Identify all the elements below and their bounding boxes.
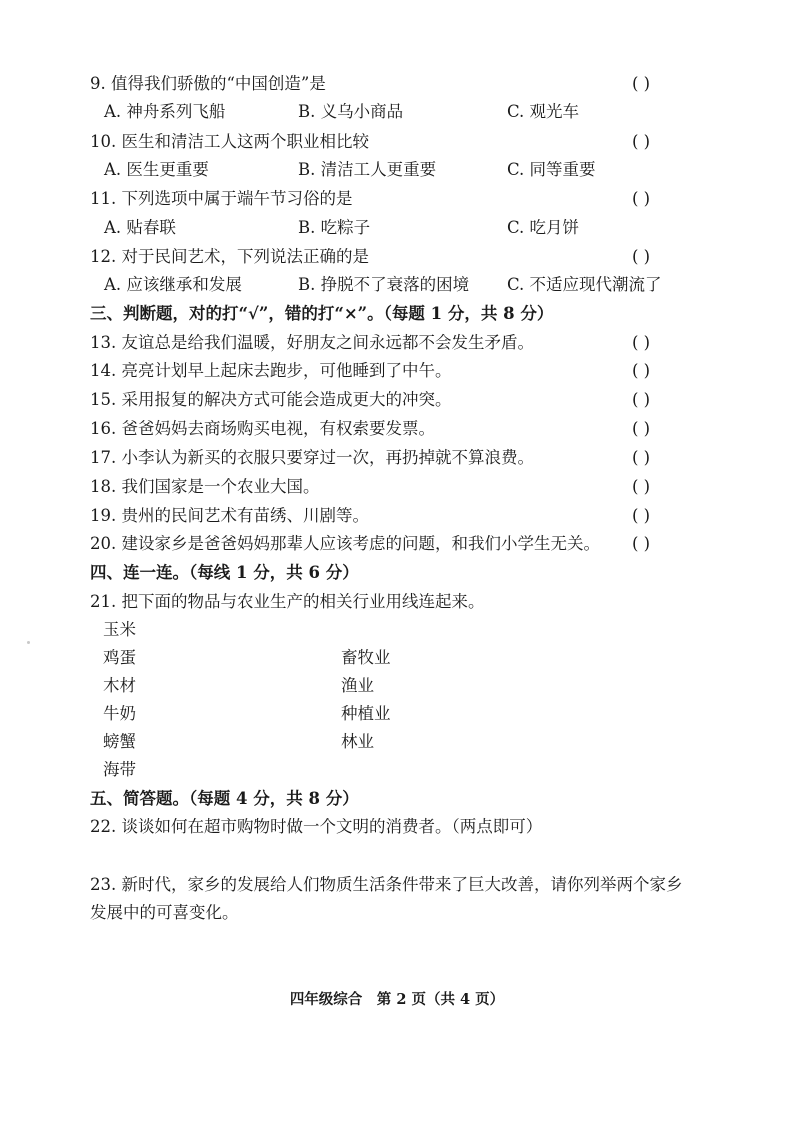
match-row — [0, 617, 794, 643]
answer-paren: ( ) — [632, 390, 651, 409]
question-18 — [0, 474, 794, 500]
question-10 — [0, 129, 794, 155]
question-11-options — [0, 215, 794, 241]
question-12-options — [0, 272, 794, 298]
answer-paren: ( ) — [632, 506, 651, 525]
question-23 — [0, 872, 794, 898]
statement: 13. 友谊总是给我们温暖，好朋友之间永远都不会发生矛盾。 — [90, 333, 534, 352]
match-item-right: 畜牧业 — [341, 648, 391, 667]
statement: 15. 采用报复的解决方式可能会造成更大的冲突。 — [90, 390, 452, 409]
match-row — [0, 701, 794, 727]
answer-paren: ( ) — [632, 189, 651, 208]
question-21 — [0, 589, 794, 615]
question-10-options — [0, 157, 794, 183]
answer-paren: ( ) — [632, 74, 651, 93]
option-b: B. 挣脱不了衰落的困境 — [298, 275, 470, 294]
answer-paren: ( ) — [632, 477, 651, 496]
match-item-right: 种植业 — [341, 704, 391, 723]
question-stem: 22. 谈谈如何在超市购物时做一个文明的消费者。（两点即可） — [90, 817, 543, 836]
question-12 — [0, 244, 794, 270]
match-row — [0, 729, 794, 755]
question-stem: 12. 对于民间艺术，下列说法正确的是 — [90, 247, 369, 266]
section-3-heading — [0, 301, 794, 327]
option-c: C. 吃月饼 — [507, 218, 580, 237]
question-17 — [0, 445, 794, 471]
match-item-left: 海带 — [103, 760, 136, 779]
match-row — [0, 673, 794, 699]
option-b: B. 吃粽子 — [298, 218, 371, 237]
option-a: A. 医生更重要 — [104, 160, 209, 179]
question-14 — [0, 358, 794, 384]
answer-paren: ( ) — [632, 247, 651, 266]
statement: 20. 建设家乡是爸爸妈妈那辈人应该考虑的问题，和我们小学生无关。 — [90, 534, 600, 553]
section-5-heading — [0, 786, 794, 812]
question-11 — [0, 186, 794, 212]
statement: 16. 爸爸妈妈去商场购买电视，有权索要发票。 — [90, 419, 435, 438]
match-item-left: 鸡蛋 — [103, 648, 136, 667]
question-stem: 9. 值得我们骄傲的“中国创造”是 — [90, 74, 326, 93]
option-a: A. 贴春联 — [104, 218, 176, 237]
match-item-left: 螃蟹 — [103, 732, 136, 751]
section-4-heading — [0, 560, 794, 586]
answer-paren: ( ) — [632, 534, 651, 553]
question-stem: 10. 医生和清洁工人这两个职业相比较 — [90, 132, 369, 151]
question-stem: 21. 把下面的物品与农业生产的相关行业用线连起来。 — [90, 592, 485, 611]
option-c: C. 观光车 — [507, 102, 580, 121]
statement: 18. 我们国家是一个农业大国。 — [90, 477, 320, 496]
match-item-left: 玉米 — [103, 620, 136, 639]
answer-paren: ( ) — [632, 419, 651, 438]
match-item-right: 林业 — [341, 732, 374, 751]
question-stem: 11. 下列选项中属于端午节习俗的是 — [90, 189, 353, 208]
answer-paren: ( ) — [632, 361, 651, 380]
question-13 — [0, 330, 794, 356]
page-footer: 四年级综合 第 2 页（共 4 页） — [289, 991, 505, 1008]
match-row — [0, 645, 794, 671]
match-item-left: 木材 — [103, 676, 136, 695]
match-row — [0, 757, 794, 783]
statement: 19. 贵州的民间艺术有苗绣、川剧等。 — [90, 506, 369, 525]
question-19 — [0, 503, 794, 529]
statement: 17. 小李认为新买的衣服只要穿过一次，再扔掉就不算浪费。 — [90, 448, 534, 467]
option-c: C. 不适应现代潮流了 — [507, 275, 662, 294]
question-stem: 发展中的可喜变化。 — [90, 903, 239, 922]
option-a: A. 神舟系列飞船 — [104, 102, 226, 121]
question-stem: 23. 新时代，家乡的发展给人们物质生活条件带来了巨大改善，请你列举两个家乡 — [90, 875, 683, 894]
option-a: A. 应该继承和发展 — [104, 275, 242, 294]
question-22 — [0, 814, 794, 840]
section-title: 三、判断题，对的打“√”，错的打“×”。（每题 1 分，共 8 分） — [90, 304, 554, 323]
question-9 — [0, 71, 794, 97]
section-title: 四、连一连。（每线 1 分，共 6 分） — [90, 563, 359, 582]
answer-paren: ( ) — [632, 333, 651, 352]
match-item-left: 牛奶 — [103, 704, 136, 723]
question-16 — [0, 416, 794, 442]
question-9-options — [0, 99, 794, 125]
answer-paren: ( ) — [632, 448, 651, 467]
question-23-continued — [0, 900, 794, 926]
match-item-right: 渔业 — [341, 676, 374, 695]
question-15 — [0, 387, 794, 413]
scan-speck — [27, 641, 30, 644]
section-title: 五、简答题。（每题 4 分，共 8 分） — [90, 789, 359, 808]
option-b: B. 义乌小商品 — [298, 102, 404, 121]
answer-paren: ( ) — [632, 132, 651, 151]
option-c: C. 同等重要 — [507, 160, 596, 179]
option-b: B. 清洁工人更重要 — [298, 160, 437, 179]
question-20 — [0, 531, 794, 557]
statement: 14. 亮亮计划早上起床去跑步，可他睡到了中午。 — [90, 361, 452, 380]
